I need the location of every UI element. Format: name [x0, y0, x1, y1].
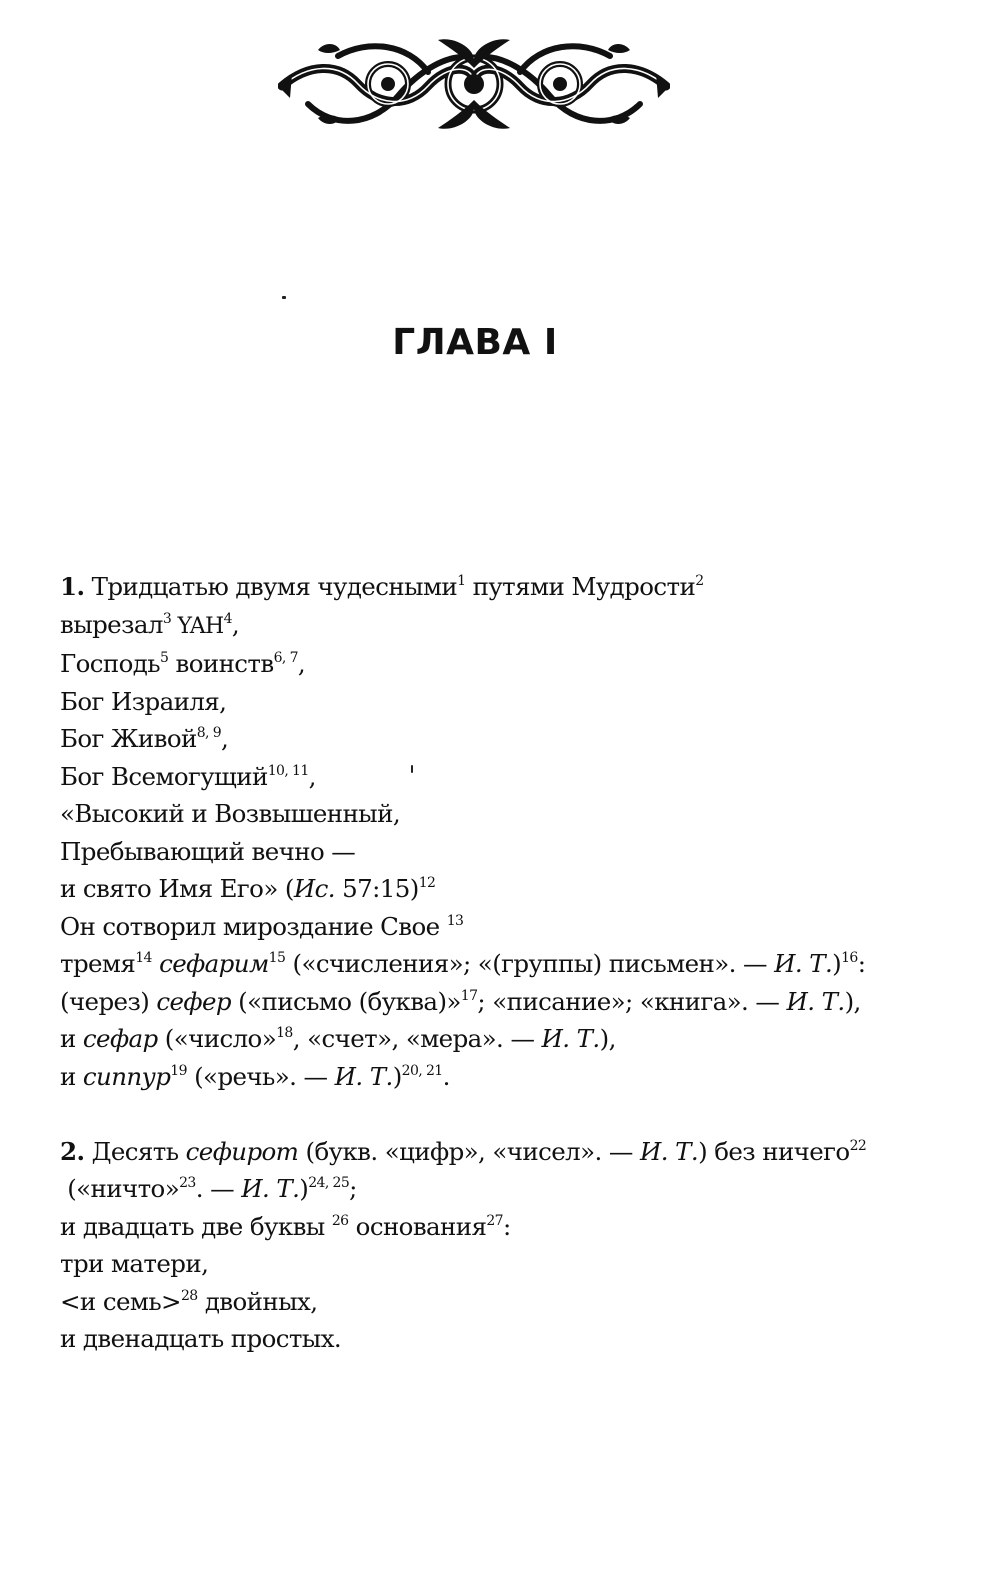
footnote-ref: 27 — [486, 1212, 503, 1229]
footnote-ref: 13 — [446, 912, 464, 929]
verse-line: и сефар («число»$^{18}$, «счет», «мера». — И. Т.), — [60, 1024, 616, 1053]
footnote-ref: 4 — [223, 610, 232, 627]
footnote-ref: 26 — [331, 1212, 349, 1229]
celtic-knot-ornament-icon — [278, 34, 670, 134]
verse-line: 2. Десять сефирот (букв. «цифр», «чисел». — И. Т.) без ничего$^{22}$ — [60, 1136, 867, 1166]
verse-line: («ничто»$^{23}$. — И. Т.)$^{24, 25}$; — [60, 1174, 357, 1203]
verse-line: Господь$^5$ воинств$^{6, 7}$, — [60, 649, 306, 678]
chapter-title: ГЛАВА I — [392, 322, 558, 364]
verse-line: и свято Имя Его» (Ис. 57:15)$^{12}$ — [60, 874, 436, 903]
verse-line: Бог Живой$^{8, 9}$, — [60, 724, 229, 753]
footnote-ref: 12 — [418, 875, 436, 891]
verse-line: Бог Всемогущий$^{10, 11}$, — [60, 761, 316, 791]
section-number: 1. — [60, 572, 85, 601]
verse-line: три матери, — [60, 1249, 209, 1278]
verse-line: Он сотворил мироздание Свое $^{13}$ — [60, 911, 464, 941]
body-text — [60, 568, 960, 1358]
verse-line: 1. Тридцатью двумя чудесными$^1$ путями Мудрости$^2$ — [60, 572, 704, 601]
footnote-ref: 24, 25 — [308, 1175, 350, 1191]
verse-line: «Высокий и Возвышенный, — [60, 799, 401, 828]
verse-line: (через) сефер («письмо (буква)»$^{17}$; «писание»; «книга». — И. Т.), — [60, 986, 861, 1016]
footnote-ref: 8, 9 — [196, 725, 222, 741]
footnote-ref: 28 — [181, 1287, 198, 1304]
footnote-ref: 22 — [849, 1137, 867, 1154]
footnote-ref: 17 — [460, 987, 478, 1004]
footnote-ref: 20, 21 — [401, 1062, 443, 1079]
verse-line: Бог Израиля, — [60, 686, 227, 716]
verse-line: вырезал$^3$ YAH$^4$, — [60, 609, 240, 639]
footnote-ref: 10, 11 — [267, 762, 309, 779]
verse-line: тремя$^{14}$ сефарим$^{15}$ («счисления»; «(группы) письмен». — И. Т.)$^{16}$: — [60, 949, 866, 978]
print-speck — [282, 296, 286, 299]
verse-line: Пребывающий вечно — — [60, 836, 356, 866]
verse-line: и сиппур$^{19}$ («речь». — И. Т.)$^{20, 21}$. — [60, 1061, 450, 1091]
footnote-ref: 23 — [179, 1175, 196, 1191]
verse-line: <и семь>$^{28}$ двойных, — [60, 1286, 318, 1316]
footnote-ref: 18 — [276, 1025, 293, 1041]
section-gap — [60, 1095, 960, 1133]
footnote-ref: 1 — [457, 573, 466, 589]
verse-line: и двадцать две буквы $^{26}$ основания$^{27}$: — [60, 1211, 511, 1241]
footnote-ref: 3 — [162, 610, 172, 627]
footnote-ref: 16 — [841, 950, 858, 966]
footnote-ref: 19 — [170, 1062, 187, 1079]
footnote-ref: 14 — [135, 950, 152, 966]
footnote-ref: 2 — [695, 573, 704, 589]
footnote-ref: 5 — [160, 650, 169, 666]
footnote-ref: 6, 7 — [273, 650, 298, 666]
verse-line: и двенадцать простых. — [60, 1324, 342, 1353]
footnote-ref: 15 — [268, 950, 286, 966]
section-number: 2. — [60, 1136, 85, 1166]
